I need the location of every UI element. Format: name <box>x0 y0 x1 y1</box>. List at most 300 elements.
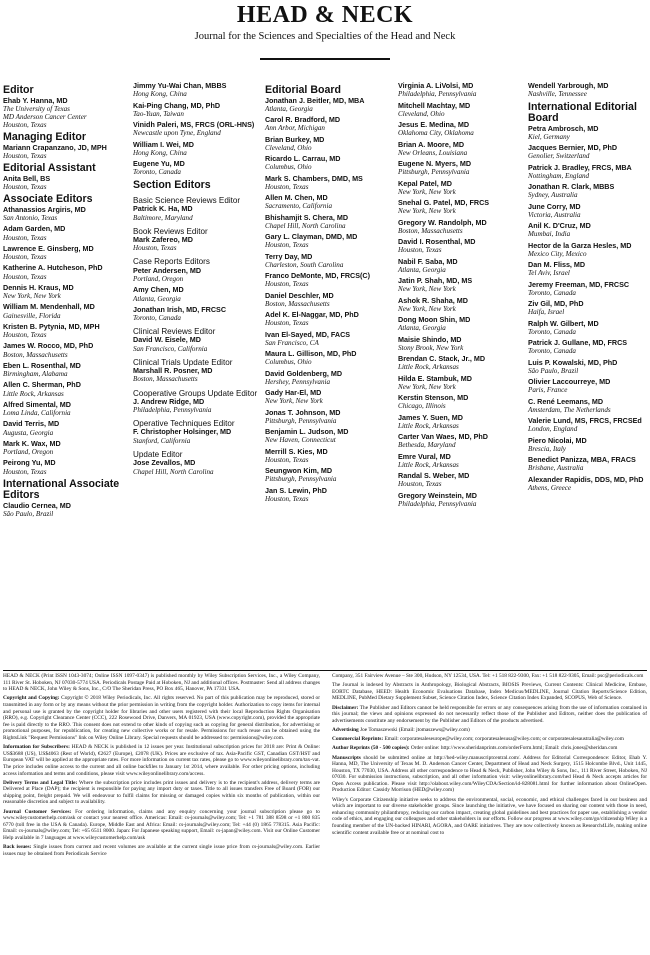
member-affiliation: Columbus, Ohio <box>265 358 312 367</box>
info-text: The Publisher and Editors cannot be held responsible for errors or any consequences arising from the use of information contained in this journal; the views and opinions expressed do not necessarily reflect those of the Publisher and Editors, neither does the publication of advertisements constitute any endorsement by the Publisher and Editors of the products advertised. <box>332 704 647 724</box>
member-affiliation: Houston, Texas <box>3 467 47 476</box>
board-member <box>398 180 523 197</box>
board-member <box>265 292 393 309</box>
board-member <box>528 476 650 493</box>
board-member <box>3 175 128 192</box>
member-name: Dennis H. Kraus, MD <box>3 282 74 292</box>
member-name: Marshall R. Posner, MD <box>133 366 213 376</box>
member-name: Anil K. D'Cruz, MD <box>528 221 591 230</box>
board-member <box>398 82 523 99</box>
info-text: Single issues from current and recent volumes are available at the current single issue price from cs-journals@wiley.com. Earlier issues may be obtained from Periodicals Service <box>3 844 320 857</box>
member-name: David I. Rosenthal, MD <box>398 237 476 246</box>
member-affiliation: Hong Kong, China <box>133 90 187 99</box>
board-member <box>528 378 650 395</box>
member-affiliation: Atlanta, Georgia <box>133 294 181 303</box>
board-member <box>265 116 393 133</box>
member-affiliation: Cleveland, Ohio <box>265 143 312 152</box>
member-name: Ehab Y. Hanna, MD <box>3 95 68 105</box>
member-affiliation: Portland, Oregon <box>133 275 184 284</box>
member-affiliation: Toronto, Canada <box>133 168 181 177</box>
subsection-heading: Operative Techniques Editor <box>133 419 235 429</box>
member-affiliation: Chapel Hill, North Carolina <box>133 467 214 476</box>
member-name: Peter Andersen, MD <box>133 265 202 275</box>
board-member <box>528 125 650 142</box>
info-label: Manuscripts <box>332 754 361 761</box>
member-name: Hector de la Garza Hesles, MD <box>528 240 632 250</box>
member-name: Carter Van Waes, MD, PhD <box>398 432 489 441</box>
member-name: Randal S. Weber, MD <box>398 471 470 480</box>
subsection-heading: Case Reports Editors <box>133 257 210 267</box>
info-paragraph <box>3 780 320 806</box>
member-name: Ivan El-Sayed, MD, FACS <box>265 329 351 339</box>
member-affiliation: São Paulo, Brazil <box>528 366 579 375</box>
section-heading: Associate Editors <box>3 193 93 206</box>
board-member <box>398 258 523 275</box>
member-affiliation: Victoria, Australia <box>528 210 581 219</box>
member-name: David Terris, MD <box>3 419 60 429</box>
member-name: Allen M. Chen, MD <box>265 193 328 202</box>
member-name: James Y. Suen, MD <box>398 412 463 422</box>
member-name: Alexander Rapidis, DDS, MD, PhD <box>528 474 644 484</box>
member-affiliation: Little Rock, Arkansas <box>398 363 459 372</box>
board-member <box>398 355 523 372</box>
member-name: Daniel Deschler, MD <box>265 290 334 300</box>
member-affiliation: Paris, France <box>528 386 568 395</box>
info-text: should be submitted online at http://hed-wiley.manuscriptcentral.com/. Address for Editorial Correspondence: Editor, Ehab Y. Hanna, MD, The University of Texas M. D. Anderson Cancer Center, Department of Head and Neck Surgery, 1515 Holcombe Blvd., Unit 1445, Houston, TX 77030, USA. Address all other correspondence to Head & Neck, Publisher, John Wiley & Sons, Inc., 111 River Street, Hoboken, NJ 07030. For submission instructions, subscription, and all other information visit: wileyonlinelibrary.com/hed Head & Neck accepts articles for Open Access publication. Please visit http://olabout.wiley.com/WileyCDA/Section/id-828081.html for further information about OnlineOpen. Production Editor: Cassidy Morrison (HED@wiley.com) <box>332 754 647 794</box>
member-affiliation: Atlanta, Georgia <box>398 265 446 274</box>
board-member <box>398 297 523 314</box>
board-member <box>133 367 260 384</box>
member-affiliation: Atlanta, Georgia <box>398 324 446 333</box>
member-name: Katherine A. Hutcheson, PhD <box>3 263 103 273</box>
board-member <box>528 437 650 454</box>
member-affiliation: Philadelphia, Pennsylvania <box>133 406 212 415</box>
member-affiliation: Pittsburgh, Pennsylvania <box>265 416 337 425</box>
board-member <box>398 121 523 138</box>
board-member <box>528 203 650 220</box>
member-name: Mark K. Wax, MD <box>3 438 61 448</box>
member-affiliation: Houston, Texas <box>3 121 47 130</box>
member-affiliation: Birmingham, Alabama <box>3 370 68 379</box>
board-member <box>398 414 523 431</box>
member-affiliation: Hershey, Pennsylvania <box>265 377 331 386</box>
member-affiliation: New York, New York <box>398 304 456 313</box>
masthead <box>0 0 650 60</box>
member-affiliation: The University of Texas <box>3 104 70 113</box>
member-affiliation: Houston, Texas <box>265 319 309 328</box>
member-affiliation: Oklahoma City, Oklahoma <box>398 129 474 138</box>
subsection-heading: Book Reviews Editor <box>133 226 208 236</box>
member-affiliation: New Orleans, Louisiana <box>398 148 468 157</box>
member-affiliation: Houston, Texas <box>265 241 309 250</box>
board-member <box>398 433 523 450</box>
member-affiliation: Brescia, Italy <box>528 444 566 453</box>
board-member <box>133 336 260 353</box>
member-name: Luis P. Kowalski, MD, PhD <box>528 357 618 367</box>
member-affiliation: Nashville, Tennessee <box>528 90 587 99</box>
member-name: Hilda E. Stambuk, MD <box>398 373 472 383</box>
member-name: Kerstin Stenson, MD <box>398 393 469 402</box>
member-affiliation: MD Anderson Cancer Center <box>3 113 87 121</box>
member-name: Patrick J. Bradley, FRCS, MBA <box>528 162 632 172</box>
member-name: Jatin P. Shah, MD, MS <box>398 276 473 285</box>
member-name: Allen C. Sherman, PhD <box>3 380 81 390</box>
member-name: Patrick J. Gullane, MD, FRCS <box>528 338 628 347</box>
member-affiliation: New York, New York <box>398 382 456 391</box>
board-member <box>398 316 523 333</box>
board-column-1 <box>3 82 128 521</box>
info-label: Copyright and Copying: <box>3 695 60 702</box>
board-member <box>133 306 260 323</box>
board-member <box>528 183 650 200</box>
board-member <box>528 281 650 298</box>
member-affiliation: London, England <box>528 425 578 434</box>
journal-subtitle: Journal for the Sciences and Specialties of the Head and Neck <box>194 31 456 42</box>
board-member <box>528 261 650 278</box>
board-member <box>265 214 393 231</box>
member-affiliation: Pittsburgh, Pennsylvania <box>265 475 337 484</box>
board-member <box>265 428 393 445</box>
member-name: Nabil F. Saba, MD <box>398 256 458 266</box>
member-affiliation: Little Rock, Arkansas <box>398 460 459 469</box>
board-member <box>265 311 393 328</box>
info-paragraph <box>332 797 647 837</box>
board-member <box>3 97 128 130</box>
member-affiliation: Charleston, South Carolina <box>265 260 344 269</box>
member-name: Gregory Weinstein, MD <box>398 490 477 500</box>
board-member <box>528 144 650 161</box>
board-member <box>265 136 393 153</box>
member-name: Merrill S. Kies, MD <box>265 446 328 456</box>
info-text: For ordering information, claims and any enquiry concerning your journal subscription please go to www.wileycustomerhelp.com/ask or contact your nearest office. Americas: Email: cs-journals@wiley.com; Tel: +1 781 388 8598 or +1 800 835 6770 (toll free in the USA & Canada). Europe, Middle East and Africa: Email: cs-journals@wiley.com; Tel: +44 (0) 1865 778315. Asia Pacific: Email: cs-journals@wiley.com; Tel: +65 6511 8000. Japan: For Japanese speaking support, Email: cs-japan@wiley.com. Visit our Online Customer Help available in 7 languages at www.wileycustomerhelp.com/ask <box>3 808 320 842</box>
section-heading: International Associate Editors <box>3 477 120 502</box>
member-affiliation: São Paulo, Brazil <box>3 510 54 519</box>
board-column-5 <box>528 82 650 495</box>
board-member <box>3 245 128 262</box>
board-member <box>265 253 393 270</box>
board-member <box>398 102 523 119</box>
member-name: Gary L. Clayman, DMD, MD <box>265 232 358 241</box>
member-name: Brendan C. Stack, Jr., MD <box>398 354 486 363</box>
member-name: Piero Nicolai, MD <box>528 435 587 445</box>
member-affiliation: Toronto, Canada <box>528 288 576 297</box>
member-name: Wendell Yarbrough, MD <box>528 81 609 90</box>
member-affiliation: Kiel, Germany <box>528 132 570 141</box>
board-member <box>528 359 650 376</box>
info-text: The Journal is indexed by Abstracts in Anthropology, Biological Abstracts, BIOSIS Previews, Current Contents: Clinical Medicine, Embase, EORTC Database, HEED: Health Economic Evaluations Database, Index Medicus/MEDLINE, Journal Citation Reports/Science Edition, MEDLINE, PubMed Dietary Supplement Subset, Science Citation Index, Science Citation Index Expanded, SCOPUS, Web of Science. <box>332 682 647 702</box>
member-name: Amy Chen, MD <box>133 285 184 295</box>
member-name: June Corry, MD <box>528 201 581 211</box>
member-name: Lawrence E. Ginsberg, MD <box>3 243 94 253</box>
board-member <box>398 160 523 177</box>
board-member <box>265 467 393 484</box>
member-affiliation: Haifa, Israel <box>528 308 565 317</box>
member-affiliation: Nottingham, England <box>528 171 590 180</box>
member-affiliation: New York, New York <box>398 207 456 216</box>
member-name: Seungwon Kim, MD <box>265 466 333 475</box>
board-member <box>3 401 128 418</box>
member-affiliation: Mumbai, India <box>528 230 571 239</box>
member-name: Dan M. Fliss, MD <box>528 260 586 269</box>
info-text: Company, 351 Fairview Avenue – Ste 300, Hudson, NY 12534, USA. Tel: +1 518 822-9300, Fax: +1 518 822-9305, Email: psc@periodicals.com <box>332 673 644 679</box>
member-name: Maisie Shindo, MD <box>398 334 462 344</box>
board-member <box>133 267 260 284</box>
board-member <box>265 272 393 289</box>
member-affiliation: Philadelphia, Pennsylvania <box>398 499 477 508</box>
board-member <box>528 320 650 337</box>
member-affiliation: Houston, Texas <box>3 331 47 340</box>
member-name: Patrick K. Ha, MD <box>133 204 193 214</box>
member-affiliation: Pittsburgh, Pennsylvania <box>398 168 470 177</box>
board-member <box>265 175 393 192</box>
publication-info-right <box>332 673 647 839</box>
member-name: James W. Rocco, MD, PhD <box>3 341 94 351</box>
member-affiliation: Baltimore, Maryland <box>133 213 193 222</box>
board-member <box>133 121 260 138</box>
member-name: Eugene N. Myers, MD <box>398 159 472 168</box>
board-member <box>265 487 393 504</box>
member-name: Bhishamjit S. Chera, MD <box>265 212 349 222</box>
info-text: Joe Tomaszewski (Email: jtomaszews@wiley.com) <box>358 726 470 733</box>
member-affiliation: Mexico City, Mexico <box>528 249 587 258</box>
member-name: Ralph W. Gilbert, MD <box>528 318 599 328</box>
member-name: Benedict Panizza, MBA, FRACS <box>528 455 636 464</box>
member-affiliation: Atlanta, Georgia <box>265 104 313 113</box>
member-name: Jonathan Irish, MD, FRCSC <box>133 304 227 314</box>
subsection-heading: Clinical Trials Update Editor <box>133 357 233 367</box>
member-affiliation: San Francisco, CA <box>265 338 319 347</box>
info-label: Back issues: <box>3 844 32 851</box>
member-name: Maura L. Gillison, MD, PhD <box>265 349 357 358</box>
member-affiliation: Augusta, Georgia <box>3 428 54 437</box>
member-affiliation: Tao-Yuan, Taiwan <box>133 109 184 118</box>
board-member <box>3 303 128 320</box>
member-name: Jonathan R. Clark, MBBS <box>528 182 615 191</box>
board-member <box>133 428 260 445</box>
member-affiliation: Toronto, Canada <box>528 327 576 336</box>
member-name: Mariann Crapanzano, JD, MPH <box>3 142 107 152</box>
board-member <box>398 238 523 255</box>
member-name: Emre Vural, MD <box>398 451 451 461</box>
member-name: Vinidh Paleri, MS, FRCS (ORL-HNS) <box>133 120 255 129</box>
member-affiliation: Houston, Texas <box>398 246 442 255</box>
member-affiliation: New York, New York <box>3 292 61 301</box>
board-member <box>528 339 650 356</box>
member-name: Eugene Yu, MD <box>133 159 185 168</box>
info-paragraph <box>332 727 647 734</box>
member-name: Adel K. El-Naggar, MD, PhD <box>265 310 359 319</box>
member-affiliation: Stanford, California <box>133 436 191 445</box>
board-member <box>133 160 260 177</box>
info-label: Journal Customer Services: <box>3 808 72 815</box>
info-text: Copyright © 2018 Wiley Periodicals, Inc. All rights reserved. No part of this publication may be reproduced, stored or transmitted in any form or by any means without the prior permission in writing from the copyright holder. Authorization to copy items for internal and personal use is granted by the copyright holder for libraries and other users registered with their local Reproduction Rights Organisation (RRO), e.g. Copyright Clearance Center (CCC), 222 Rosewood Drive, Danvers, MA 01923, USA (www.copyright.com), provided the appropriate fee is paid directly to the RRO. This consent does not extend to other kinds of copying such as copying for general distribution, for advertising or promotional purposes, for republication, for creating new collective works or for resale. Permissions for such reuse can be obtained using the RightsLink "Request Permissions" link on Wiley Online Library. Special requests should be addressed to: permissions@wiley.com. <box>3 695 320 741</box>
member-name: Jesus E. Medina, MD <box>398 120 470 129</box>
member-affiliation: Amsterdam, The Netherlands <box>528 405 611 414</box>
board-member <box>133 102 260 119</box>
member-affiliation: Houston, Texas <box>3 272 47 281</box>
member-name: C. René Leemans, MD <box>528 396 604 406</box>
subsection-heading: Cooperative Groups Update Editor <box>133 388 258 398</box>
info-label: Disclaimer: <box>332 704 359 711</box>
member-name: F. Christopher Holsinger, MD <box>133 427 232 437</box>
member-affiliation: Brisbane, Australia <box>528 464 584 473</box>
board-member <box>3 459 128 476</box>
member-affiliation: Columbus, Ohio <box>265 163 312 172</box>
board-member <box>398 141 523 158</box>
member-name: Kepal Patel, MD <box>398 178 452 188</box>
member-name: Olivier Laccourreye, MD <box>528 377 611 386</box>
board-member <box>3 225 128 242</box>
member-name: Ashok R. Shaha, MD <box>398 295 468 305</box>
board-member <box>265 155 393 172</box>
member-affiliation: Newcastle upon Tyne, England <box>133 129 221 138</box>
section-heading: Managing Editor <box>3 131 86 144</box>
publication-info-left <box>3 673 320 860</box>
member-affiliation: Boston, Massachusetts <box>133 375 198 384</box>
info-text: Where the subscription price includes print issues and delivery is to the recipient's address, delivery terms are Delivered at Place (DAP); the recipient is responsible for paying any import duty or taxes. Title to all issues transfers Free of Board (FOB) our shipping point, freight prepaid. We will endeavour to fulfil claims for missing or damaged copies within six months of publication, within our reasonable discretion and subject to availability. <box>3 779 320 806</box>
member-name: Benjamin L. Judson, MD <box>265 427 349 436</box>
section-heading: Editorial Assistant <box>3 162 96 175</box>
info-paragraph <box>3 809 320 842</box>
board-column-2 <box>133 82 260 479</box>
member-name: Virginia A. LiVolsi, MD <box>398 81 474 90</box>
board-column-3 <box>265 82 393 506</box>
board-member <box>265 350 393 367</box>
member-affiliation: San Francisco, California <box>133 344 208 353</box>
info-text: Order online: http://www.sheridanprints.com/orderForm.html; Email: chris.jones@sheridan.com <box>409 745 618 752</box>
board-member <box>133 398 260 415</box>
member-affiliation: Toronto, Canada <box>133 314 181 323</box>
board-member <box>528 164 650 181</box>
info-label: Author Reprints (50 - 500 copies): <box>332 745 410 752</box>
member-affiliation: Ann Arbor, Michigan <box>265 124 325 133</box>
member-affiliation: Toronto, Canada <box>528 347 576 356</box>
member-affiliation: San Antonio, Texas <box>3 214 58 223</box>
board-column-4 <box>398 82 523 511</box>
member-affiliation: Loma Linda, California <box>3 409 71 418</box>
board-member <box>398 199 523 216</box>
board-member <box>398 394 523 411</box>
member-affiliation: New York, New York <box>398 285 456 294</box>
member-affiliation: Philadelphia, Pennsylvania <box>398 90 477 99</box>
board-member <box>398 277 523 294</box>
board-member <box>398 453 523 470</box>
board-member <box>265 97 393 114</box>
member-affiliation: Chicago, Illinois <box>398 402 446 411</box>
info-label: Commercial Reprints: <box>332 736 384 743</box>
info-paragraph <box>332 736 647 743</box>
member-affiliation: Athens, Greece <box>528 483 572 492</box>
subsection-heading: Clinical Reviews Editor <box>133 327 216 337</box>
board-member <box>3 342 128 359</box>
info-paragraph <box>332 705 647 725</box>
subsection-heading: Update Editor <box>133 449 183 459</box>
board-member <box>133 286 260 303</box>
section-heading: International Editorial Board <box>528 100 637 124</box>
board-member <box>528 300 650 317</box>
board-member <box>528 417 650 434</box>
title-divider <box>260 58 390 60</box>
board-member <box>265 331 393 348</box>
member-affiliation: Sydney, Australia <box>528 191 578 200</box>
member-name: Valerie Lund, MS, FRCS, FRCSEd <box>528 416 642 425</box>
member-affiliation: Bethesda, Maryland <box>398 441 456 450</box>
member-name: Gady Har-El, MD <box>265 388 322 397</box>
board-member <box>528 82 650 99</box>
member-name: Jonas T. Johnson, MD <box>265 407 341 417</box>
member-name: Adam Garden, MD <box>3 224 66 234</box>
section-heading: Section Editors <box>133 178 211 191</box>
info-label: Information for Subscribers: <box>3 744 70 751</box>
board-member <box>265 194 393 211</box>
member-affiliation: Houston, Texas <box>265 280 309 289</box>
member-affiliation: Houston, Texas <box>3 183 47 192</box>
board-member <box>3 362 128 379</box>
member-name: William M. Mendenhall, MD <box>3 302 95 312</box>
board-member <box>528 456 650 473</box>
board-member <box>133 82 260 99</box>
board-member <box>3 284 128 301</box>
member-name: Gregory W. Randolph, MD <box>398 217 487 227</box>
board-member <box>265 389 393 406</box>
member-affiliation: Tel Aviv, Israel <box>528 269 570 278</box>
member-affiliation: New York, New York <box>398 187 456 196</box>
member-name: Mark S. Chambers, DMD, MS <box>265 173 363 183</box>
info-paragraph <box>332 673 647 680</box>
member-name: Ricardo L. Carrau, MD <box>265 154 341 163</box>
info-label: Advertising <box>332 726 359 733</box>
member-affiliation: Genolier, Switzerland <box>528 152 590 161</box>
member-name: William I. Wei, MD <box>133 139 194 149</box>
member-affiliation: Hong Kong, China <box>133 148 187 157</box>
info-text: Wiley's Corporate Citizenship initiative seeks to address the environmental, social, economic, and ethical challenges faced in our business and which are important to our diverse stakeholder groups. Since launching the initiative, we have focused on sharing our content with those in need, enhancing community philanthropy, reducing our carbon impact, creating global guidelines and best practices for paper use, establishing a vendor code of ethics, and engaging our colleagues and other stakeholders in our efforts. Follow our progress at www.wiley.com/go/citizenship Wiley is a founding member of the UN-backed HINARI, AGORA, and OARE initiatives. They are now collectively known as Research4Life, making online scientific content available free or at nominal cost to <box>332 796 647 836</box>
board-member <box>528 242 650 259</box>
member-affiliation: Little Rock, Arkansas <box>3 389 64 398</box>
member-name: Anita Bell, BS <box>3 173 51 183</box>
member-name: Dong Moon Shin, MD <box>398 315 471 324</box>
board-member <box>3 420 128 437</box>
info-paragraph <box>3 673 320 693</box>
section-heading: Editor <box>3 84 34 96</box>
member-name: Kai-Ping Chang, MD, PhD <box>133 100 221 110</box>
member-affiliation: Stony Brook, New York <box>398 343 464 352</box>
board-member <box>3 144 128 161</box>
journal-title: HEAD & NECK <box>236 2 414 28</box>
info-paragraph <box>332 755 647 795</box>
info-text: HEAD & NECK (Print ISSN 1043-3074; Online ISSN 1097-0347) is published monthly by Wiley Subscription Services, Inc., a Wiley Company, 111 River St. Hoboken, NJ 07030-5774 USA. Periodicals Postage Paid at Hoboken, NJ and additional offices. Postmaster: Send all address changes to HEAD & NECK, John Wiley & Sons, Inc., C/O The Sheridan Press, PO Box 465, Hanover, PA 17331 USA. <box>3 673 320 693</box>
info-text: Email: corporatesaleseurope@wiley.com; corporatesalesusa@wiley.com; or corporatesalesaustralia@wiley.com <box>383 736 624 743</box>
member-affiliation: Sacramento, California <box>265 202 332 211</box>
member-affiliation: Houston, Texas <box>265 455 309 464</box>
member-affiliation: Boston, Massachusetts <box>3 350 68 359</box>
member-name: Peirong Yu, MD <box>3 458 56 468</box>
board-member <box>265 409 393 426</box>
info-paragraph <box>332 682 647 702</box>
member-name: Jacques Bernier, MD, PhD <box>528 143 618 152</box>
section-heading: Editorial Board <box>265 84 341 96</box>
board-member <box>133 141 260 158</box>
member-name: Brian Burkey, MD <box>265 134 325 144</box>
member-affiliation: Houston, Texas <box>3 253 47 262</box>
member-name: Alfred Simental, MD <box>3 399 71 409</box>
member-name: David W. Eisele, MD <box>133 335 201 345</box>
board-member <box>3 264 128 281</box>
member-affiliation: Gainesville, Florida <box>3 311 61 320</box>
member-affiliation: Portland, Oregon <box>3 448 54 457</box>
member-name: Jan S. Lewin, PhD <box>265 485 327 495</box>
board-member <box>133 459 260 476</box>
member-affiliation: New York, New York <box>265 397 323 406</box>
